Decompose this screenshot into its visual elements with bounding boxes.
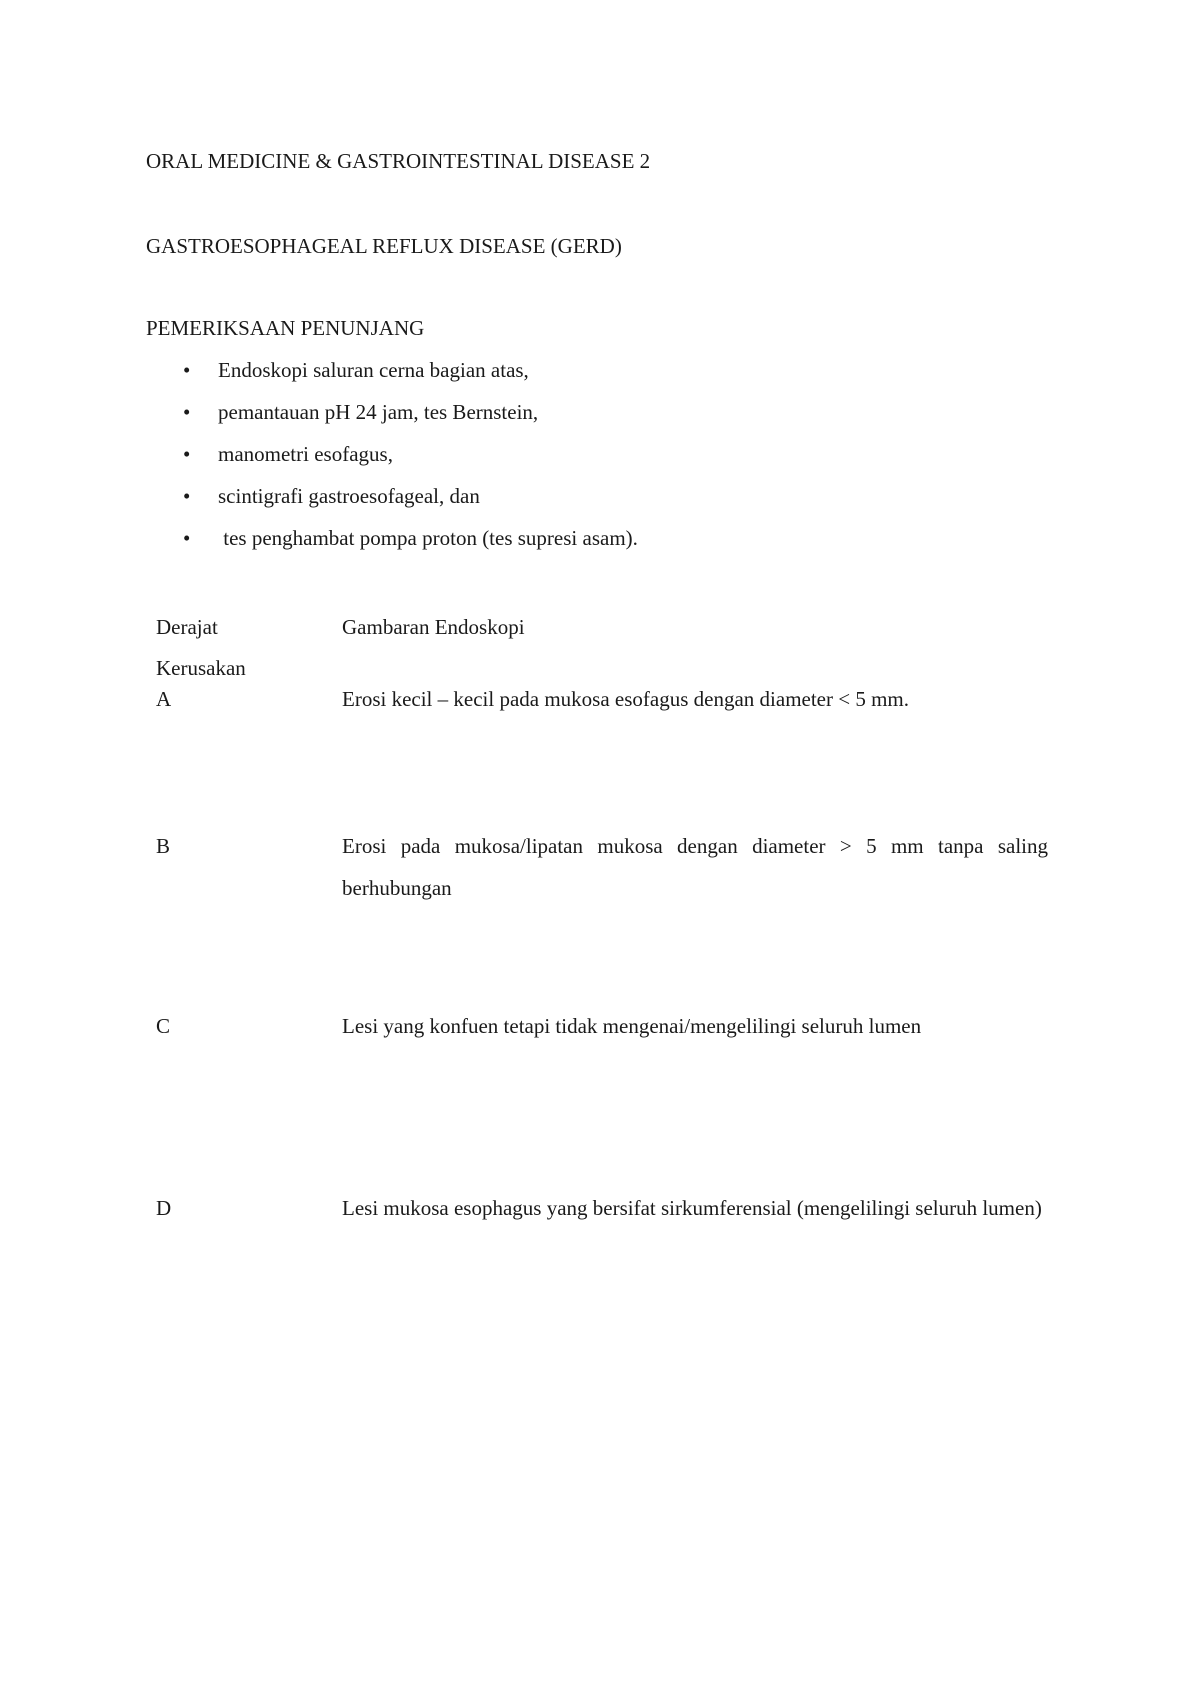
exam-text: Endoskopi saluran cerna bagian atas, (218, 358, 529, 382)
list-item (180, 483, 638, 525)
grade-b: B (156, 834, 171, 858)
bullet-icon: • (183, 484, 191, 508)
section-heading: PEMERIKSAAN PENUNJANG (146, 316, 425, 340)
list-item (180, 399, 638, 441)
header-grade-line2: Kerusakan (156, 656, 246, 680)
list-item (180, 525, 638, 567)
header-grade-line1: Derajat (156, 615, 218, 639)
exam-text: pemantauan pH 24 jam, tes Bernstein, (218, 400, 539, 424)
description-c: Lesi yang konfuen tetapi tidak mengenai/mengelilingi seluruh lumen (342, 1014, 922, 1038)
description-a: Erosi kecil – kecil pada mukosa esofagus dengan diameter < 5 mm. (342, 687, 910, 711)
course-title: ORAL MEDICINE & GASTROINTESTINAL DISEASE 2 (146, 149, 651, 173)
grade-d: D (156, 1196, 172, 1220)
exam-text: tes penghambat pompa proton (tes supresi asam). (218, 526, 638, 550)
list-item (180, 441, 638, 483)
grade-a: A (156, 687, 172, 711)
exam-text: scintigrafi gastroesofageal, dan (218, 484, 480, 508)
bullet-icon: • (183, 442, 191, 466)
list-item (180, 357, 638, 399)
description-b: Erosi pada mukosa/lipatan mukosa dengan diameter > 5 mm tanpa saling berhubungan (342, 834, 1048, 900)
header-description: Gambaran Endoskopi (342, 615, 525, 639)
topic-title: GASTROESOPHAGEAL REFLUX DISEASE (GERD) (146, 234, 622, 258)
bullet-icon: • (183, 358, 191, 382)
grade-c: C (156, 1014, 171, 1038)
exam-list (180, 357, 638, 567)
bullet-icon: • (183, 526, 191, 550)
exam-text: manometri esofagus, (218, 442, 393, 466)
description-d: Lesi mukosa esophagus yang bersifat sirkumferensial (mengelilingi seluruh lumen) (342, 1196, 1042, 1220)
bullet-icon: • (183, 400, 191, 424)
